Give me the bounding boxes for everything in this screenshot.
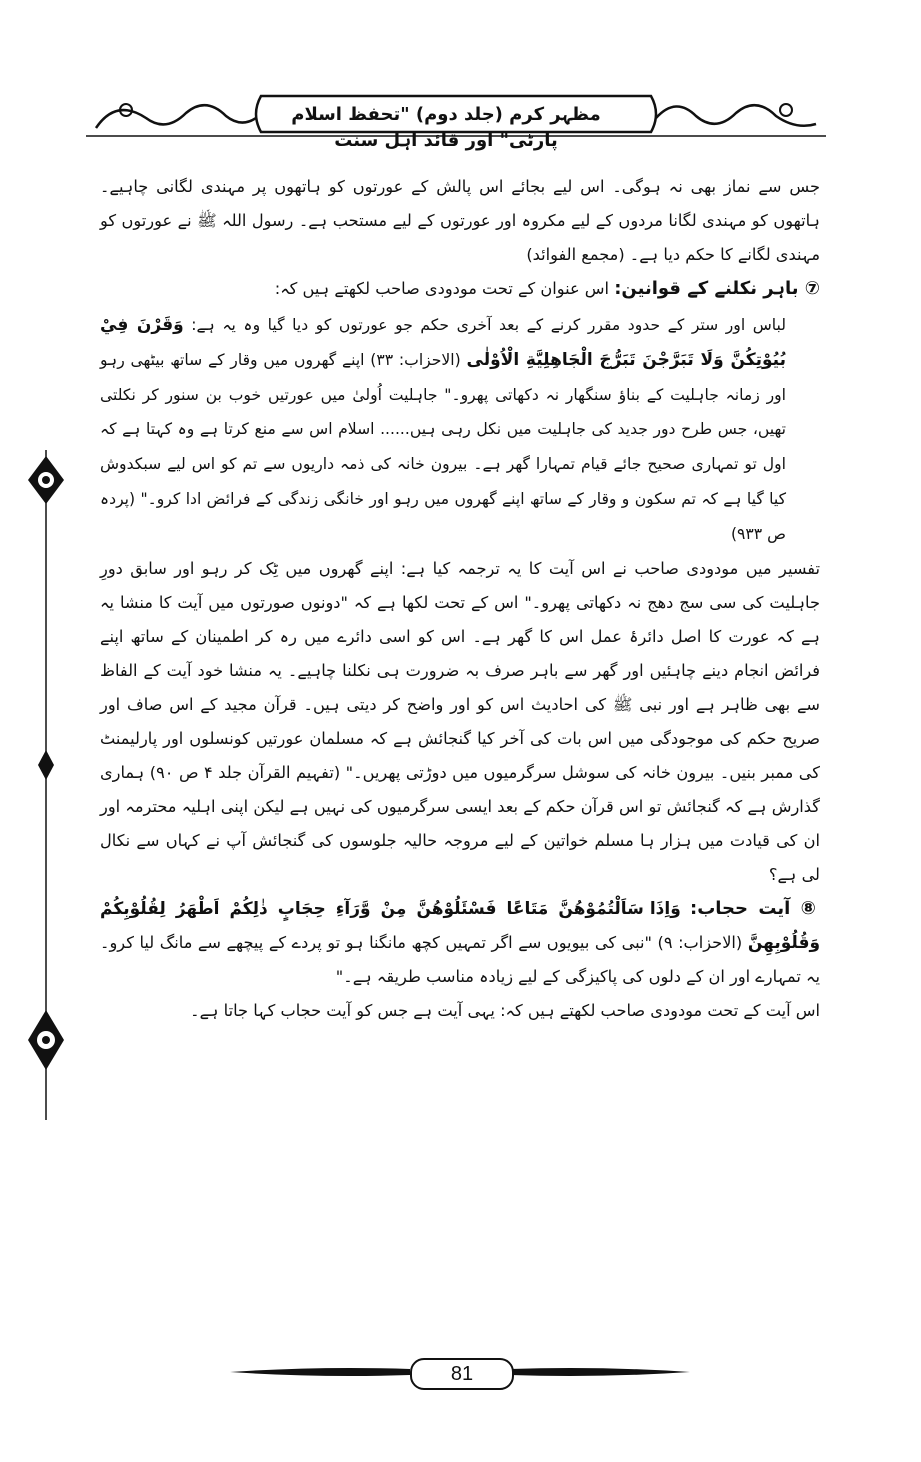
quran-ayah-hijab: وَاِذَا سَاَلْتُمُوْهُنَّ مَتَاعًا فَسْئَلُوْهُنَّ مِنْ وَّرَآءِ حِجَابٍ ذٰلِكُمْ اَطْهَرُ لِقُلُوْبِكُمْ وَقُلُوْبِهِنَّ (100, 898, 821, 953)
quote-body: (الاحزاب: ۳۳) اپنے گھروں میں وقار کے ساتھ بیٹھی رہو اور زمانہ جاہلیت کے بناؤ سنگھار نہ دکھاتی پھرو۔" جاہلیت اُولیٰ میں عورتیں خوب بن سنور کر نکلتی تھیں، جس طرح دور جدید کی جاہلیت میں نکل رہی ہیں...... اسلام اس سے منع کرتا ہے وہ کہتا ہے کہ اول تو تمہاری صحیح جائے قیام تمہارا گھر ہے۔ بیرون خانہ کی ذمہ داریوں سے تم کو اس لیے سبکدوش کیا گیا ہے کہ تم سکون و وقار کے ساتھ اپنے گھروں میں رہو اور خانگی زندگی کے فرائض ادا کرو۔" (پردہ ص ۹۳۳) (100, 350, 786, 543)
section-7-heading (100, 272, 820, 306)
quran-ayah-33: وَقَرْنَ فِيْ بُيُوْتِكُنَّ وَلَا تَبَرَّجْنَ تَبَرُّجَ الْجَاهِلِيَّةِ الْاُوْلٰى (100, 315, 786, 370)
section-8-heading (100, 892, 820, 994)
section-7-intro: اس عنوان کے تحت مودودی صاحب لکھتے ہیں کہ: (274, 279, 610, 298)
section-8-translation: (الاحزاب: ۹) "نبی کی بیویوں سے اگر تمہیں کچھ مانگنا ہو تو پردے کے پیچھے سے مانگ لیا کرو۔ یہ تمہارے اور ان کے دلوں کی پاکیزگی کے لیے زیادہ مناسب طریقہ ہے۔" (100, 932, 820, 986)
section-8-title: ⑧ آیت حجاب: (690, 897, 820, 919)
running-header-title: مظہر کرم (جلد دوم) "تحفظ اسلام پارٹی" اور قائد اہل سنت (291, 104, 601, 151)
page-number: 81 (410, 1358, 514, 1390)
paragraph-henna: جس سے نماز بھی نہ ہوگی۔ اس لیے بجائے اس پالش کے عورتوں کو ہاتھوں پر مہندی لگانی چاہیے۔ ہاتھوں کو مہندی لگانا مردوں کے لیے مکروہ اور عورتوں کے لیے مستحب ہے۔ رسول اللہ ﷺ نے عورتوں کو مہندی لگانے کا حکم دیا ہے۔ (مجمع الفوائد) (100, 177, 820, 264)
quote-intro: لباس اور ستر کے حدود مقرر کرنے کے بعد آخری حکم جو عورتوں کو دیا گیا وہ یہ ہے: (191, 316, 786, 334)
maududi-quote-block (100, 308, 786, 552)
paragraph-closing: اس آیت کے تحت مودودی صاحب لکھتے ہیں کہ: یہی آیت ہے جس کو آیت حجاب کہا جاتا ہے۔ (190, 1000, 820, 1020)
page-body (100, 170, 820, 1028)
paragraph-tafseer: تفسیر میں مودودی صاحب نے اس آیت کا یہ ترجمہ کیا ہے: اپنے گھروں میں ٹِک کر رہو اور سابق دورِ جاہلیت کی سی سج دھج نہ دکھاتی پھرو۔" اس کے تحت لکھا ہے کہ "دونوں صورتوں میں آیت کا منشا یہ ہے کہ عورت کا اصل دائرۂ عمل اس کا گھر ہے۔ اس کو اسی دائرے میں رہ کر اطمینان کے ساتھ اپنے فرائض انجام دینے چاہئیں اور گھر سے باہر صرف بہ ضرورت ہی نکلنا چاہیے۔ یہ منشا خود آیت کے الفاظ سے بھی ظاہر ہے اور نبی ﷺ کی احادیث اس کو اور واضح کر دیتی ہیں۔ قرآن مجید کے اس صاف اور صریح حکم کی موجودگی میں اس بات کی آخر کیا گنجائش ہے کہ مسلمان عورتیں کونسلوں اور پارلیمنٹ کی ممبر بنیں۔ بیرون خانہ کی سوشل سرگرمیوں میں دوڑتی پھریں۔" (تفہیم القرآن جلد ۴ ص ۹۰) ہماری گذارش ہے کہ گنجائش تو اس قرآن حکم کے بعد ایسی سرگرمیوں کی نہیں ہے لیکن اپنی اہلیہ محترمہ اور ان کی قیادت میں ہزار ہا مسلم خواتین کے لیے مروجہ حالیہ جلوسوں کی گنجائش آپ نے کہاں سے نکال لی ہے؟ (100, 558, 820, 884)
section-7-title: ⑦ باہر نکلنے کے قوانین: (614, 278, 820, 299)
page-footer (230, 1352, 690, 1392)
margin-ornament (24, 450, 68, 1120)
header-band (86, 88, 826, 151)
